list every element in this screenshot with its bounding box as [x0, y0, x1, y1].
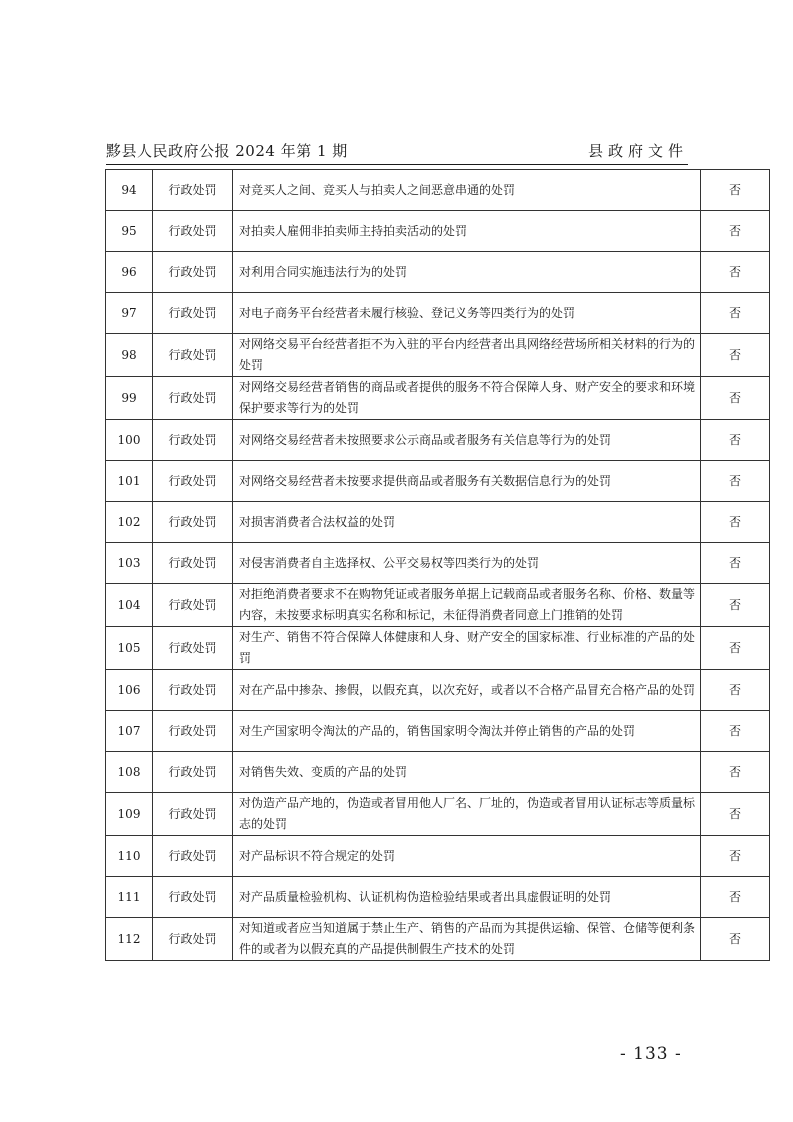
table-row [106, 377, 770, 420]
item-number: 102 [106, 502, 153, 543]
item-flag: 否 [701, 584, 770, 627]
table-row [106, 420, 770, 461]
item-number: 97 [106, 293, 153, 334]
item-flag: 否 [701, 502, 770, 543]
section-label: 县政府文件 [587, 142, 688, 160]
item-description: 对竞买人之间、竞买人与拍卖人之间恶意串通的处罚 [233, 170, 701, 211]
item-description: 对拒绝消费者要求不在购物凭证或者服务单据上记载商品或者服务名称、价格、数量等内容，未按要求标明真实名称和标记，未征得消费者同意上门推销的处罚 [233, 584, 701, 627]
item-category: 行政处罚 [153, 584, 233, 627]
item-description: 对网络交易经营者未按照要求公示商品或者服务有关信息等行为的处罚 [233, 420, 701, 461]
table-row [106, 502, 770, 543]
item-description: 对电子商务平台经营者未履行核验、登记义务等四类行为的处罚 [233, 293, 701, 334]
item-flag: 否 [701, 543, 770, 584]
item-description: 对拍卖人雇佣非拍卖师主持拍卖活动的处罚 [233, 211, 701, 252]
table-row [106, 918, 770, 961]
item-flag: 否 [701, 877, 770, 918]
item-number: 94 [106, 170, 153, 211]
item-description: 对生产国家明令淘汰的产品的，销售国家明令淘汰并停止销售的产品的处罚 [233, 711, 701, 752]
item-flag: 否 [701, 793, 770, 836]
item-flag: 否 [701, 711, 770, 752]
item-description: 对生产、销售不符合保障人体健康和人身、财产安全的国家标准、行业标准的产品的处罚 [233, 627, 701, 670]
item-number: 112 [106, 918, 153, 961]
item-category: 行政处罚 [153, 793, 233, 836]
table-row [106, 461, 770, 502]
item-category: 行政处罚 [153, 877, 233, 918]
item-description: 对损害消费者合法权益的处罚 [233, 502, 701, 543]
item-description: 对网络交易经营者销售的商品或者提供的服务不符合保障人身、财产安全的要求和环境保护要求等行为的处罚 [233, 377, 701, 420]
item-flag: 否 [701, 420, 770, 461]
item-flag: 否 [701, 752, 770, 793]
table-row [106, 170, 770, 211]
item-category: 行政处罚 [153, 461, 233, 502]
item-description: 对网络交易平台经营者拒不为入驻的平台内经营者出具网络经营场所相关材料的行为的处罚 [233, 334, 701, 377]
item-flag: 否 [701, 836, 770, 877]
item-flag: 否 [701, 627, 770, 670]
item-number: 110 [106, 836, 153, 877]
item-category: 行政处罚 [153, 420, 233, 461]
item-flag: 否 [701, 918, 770, 961]
table-row [106, 334, 770, 377]
table-row [106, 627, 770, 670]
item-description: 对知道或者应当知道属于禁止生产、销售的产品而为其提供运输、保管、仓储等便利条件的或者为以假充真的产品提供制假生产技术的处罚 [233, 918, 701, 961]
item-category: 行政处罚 [153, 918, 233, 961]
item-flag: 否 [701, 170, 770, 211]
item-category: 行政处罚 [153, 836, 233, 877]
table-row [106, 877, 770, 918]
item-category: 行政处罚 [153, 502, 233, 543]
item-category: 行政处罚 [153, 627, 233, 670]
penalty-items-table [105, 169, 770, 961]
table-row [106, 543, 770, 584]
item-description: 对利用合同实施违法行为的处罚 [233, 252, 701, 293]
item-number: 99 [106, 377, 153, 420]
table-row [106, 793, 770, 836]
item-number: 107 [106, 711, 153, 752]
item-description: 对产品标识不符合规定的处罚 [233, 836, 701, 877]
item-category: 行政处罚 [153, 334, 233, 377]
running-header [106, 136, 688, 164]
item-number: 101 [106, 461, 153, 502]
item-number: 103 [106, 543, 153, 584]
item-flag: 否 [701, 211, 770, 252]
item-flag: 否 [701, 334, 770, 377]
item-description: 对产品质量检验机构、认证机构伪造检验结果或者出具虚假证明的处罚 [233, 877, 701, 918]
item-number: 105 [106, 627, 153, 670]
item-category: 行政处罚 [153, 252, 233, 293]
item-category: 行政处罚 [153, 377, 233, 420]
item-description: 对在产品中掺杂、掺假，以假充真，以次充好，或者以不合格产品冒充合格产品的处罚 [233, 670, 701, 711]
item-number: 104 [106, 584, 153, 627]
item-description: 对网络交易经营者未按要求提供商品或者服务有关数据信息行为的处罚 [233, 461, 701, 502]
item-category: 行政处罚 [153, 711, 233, 752]
item-number: 111 [106, 877, 153, 918]
header-divider [106, 164, 688, 165]
item-category: 行政处罚 [153, 752, 233, 793]
item-category: 行政处罚 [153, 670, 233, 711]
item-number: 95 [106, 211, 153, 252]
table-row [106, 211, 770, 252]
item-flag: 否 [701, 670, 770, 711]
table-row [106, 670, 770, 711]
publication-title: 黟县人民政府公报 2024 年第 1 期 [106, 142, 348, 160]
table-row [106, 293, 770, 334]
item-flag: 否 [701, 252, 770, 293]
item-category: 行政处罚 [153, 170, 233, 211]
item-number: 96 [106, 252, 153, 293]
item-number: 98 [106, 334, 153, 377]
item-description: 对侵害消费者自主选择权、公平交易权等四类行为的处罚 [233, 543, 701, 584]
item-category: 行政处罚 [153, 211, 233, 252]
table-row [106, 252, 770, 293]
item-flag: 否 [701, 461, 770, 502]
table-row [106, 836, 770, 877]
table-row [106, 711, 770, 752]
item-number: 106 [106, 670, 153, 711]
page-number: - 133 - [620, 1044, 682, 1064]
table-body [106, 170, 770, 961]
table-row [106, 584, 770, 627]
item-description: 对销售失效、变质的产品的处罚 [233, 752, 701, 793]
table-row [106, 752, 770, 793]
item-category: 行政处罚 [153, 293, 233, 334]
item-number: 109 [106, 793, 153, 836]
item-number: 108 [106, 752, 153, 793]
item-category: 行政处罚 [153, 543, 233, 584]
item-flag: 否 [701, 293, 770, 334]
item-number: 100 [106, 420, 153, 461]
item-flag: 否 [701, 377, 770, 420]
item-description: 对伪造产品产地的，伪造或者冒用他人厂名、厂址的，伪造或者冒用认证标志等质量标志的处罚 [233, 793, 701, 836]
